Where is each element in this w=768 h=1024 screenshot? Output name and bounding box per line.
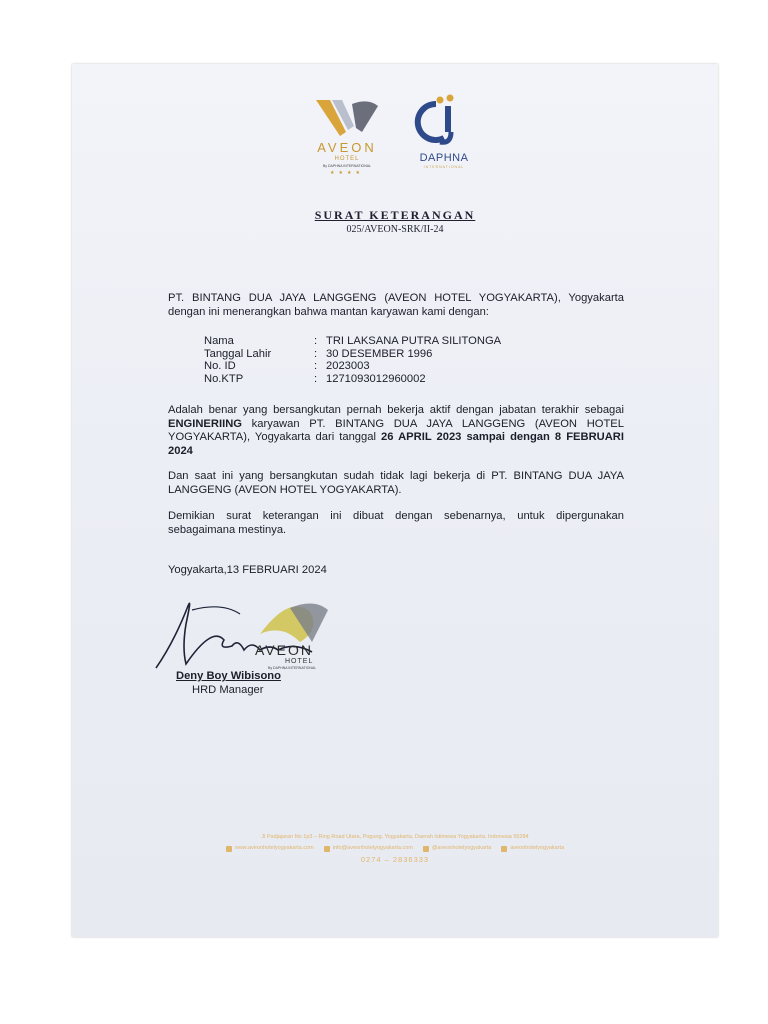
daphna-logo-mark bbox=[414, 92, 472, 150]
signer-name: Deny Boy Wibisono bbox=[176, 670, 281, 682]
letter-footer bbox=[72, 832, 718, 865]
aveon-logo-text: AVEON bbox=[317, 140, 377, 155]
signer-role: HRD Manager bbox=[192, 684, 264, 696]
document-number: 025/AVEON-SRK/II-24 bbox=[346, 224, 444, 235]
field-separator: : bbox=[314, 360, 318, 373]
mail-icon bbox=[324, 846, 330, 852]
field-value: 1271093012960002 bbox=[326, 372, 426, 385]
field-row-birthdate bbox=[204, 348, 501, 361]
aveon-logo-subtitle: HOTEL bbox=[334, 156, 360, 162]
daphna-logo-text: DAPHNA bbox=[419, 152, 469, 164]
footer-phone: 0274 – 2836333 bbox=[360, 855, 430, 864]
footer-address: Jl Padjajaran No 1p3 – Ring Road Utara, Pogung, Yogyakarta, Daerah Istimewa Yogyakarta, Indonesia 55284 bbox=[261, 834, 529, 840]
field-value: 30 DESEMBER 1996 bbox=[326, 347, 433, 360]
signature-and-stamp bbox=[152, 584, 392, 679]
footer-instagram: @aveonhotelyogyakarta bbox=[431, 845, 492, 851]
field-value: TRI LAKSANA PUTRA SILITONGA bbox=[326, 335, 502, 347]
document-heading bbox=[72, 208, 718, 235]
instagram-icon bbox=[423, 846, 429, 852]
letterhead-logos bbox=[302, 92, 492, 192]
facebook-icon bbox=[501, 846, 507, 852]
status-paragraph: Dan saat ini yang bersangkutan sudah tidak lagi bekerja di PT. BINTANG DUA JAYA LANGGENG (AVEON HOTEL YOGYAKARTA). bbox=[168, 470, 624, 496]
footer-facebook: aveonhotelyogyakarta bbox=[510, 845, 565, 851]
stamp-tagline: By DAPHNA INTERNATIONAL bbox=[268, 666, 317, 670]
employment-period: 26 APRIL 2023 sampai dengan 8 FEBRUARI 2024 bbox=[168, 431, 624, 457]
aveon-logo-tagline: By DAPHNA INTERNATIONAL bbox=[322, 164, 372, 168]
daphna-logo-subtitle: INTERNATIONAL bbox=[423, 165, 465, 169]
letter-paper bbox=[72, 64, 718, 937]
employment-position: ENGINERIING bbox=[168, 417, 242, 430]
field-separator: : bbox=[314, 335, 318, 347]
employee-details bbox=[204, 335, 501, 385]
field-value: 2023003 bbox=[326, 360, 370, 373]
aveon-logo-mark bbox=[312, 96, 382, 138]
field-row-id bbox=[204, 360, 501, 373]
footer-contacts bbox=[72, 843, 718, 854]
footer-website: www.aveonhotelyogyakarta.com bbox=[234, 845, 314, 851]
employment-text-1: Adalah benar yang bersangkutan pernah bekerja aktif dengan jabatan terakhir sebagai bbox=[168, 404, 624, 416]
stamp-text: AVEON bbox=[255, 642, 313, 658]
field-row-name bbox=[204, 335, 501, 348]
stamp-subtitle: HOTEL bbox=[285, 658, 314, 665]
opening-paragraph: PT. BINTANG DUA JAYA LANGGENG (AVEON HOTEL YOGYAKARTA), Yogyakarta dengan ini menerangkan bahwa mantan karyawan kami dengan: bbox=[168, 292, 624, 318]
closing-paragraph: Demikian surat keterangan ini dibuat dengan sebenarnya, untuk dipergunakan sebagaimana mestinya. bbox=[168, 510, 624, 536]
globe-icon bbox=[226, 846, 232, 852]
employment-paragraph bbox=[168, 404, 624, 458]
field-label: Nama bbox=[204, 335, 234, 347]
field-separator: : bbox=[314, 372, 318, 385]
employment-text-2: karyawan PT. BINTANG DUA JAYA LANGGENG (AVEON HOTEL YOGYAKARTA), Yogyakarta dari tanggal bbox=[168, 417, 624, 443]
field-label: No. ID bbox=[204, 360, 236, 373]
field-label: No.KTP bbox=[204, 372, 244, 385]
place-and-date: Yogyakarta,13 FEBRUARI 2024 bbox=[168, 564, 327, 576]
field-row-ktp bbox=[204, 373, 501, 386]
field-label: Tanggal Lahir bbox=[204, 347, 272, 360]
document-title: SURAT KETERANGAN bbox=[314, 208, 476, 222]
field-separator: : bbox=[314, 347, 318, 360]
aveon-logo-stars: ★★★★ bbox=[330, 170, 364, 176]
footer-email: info@aveonhotelyogyakarta.com bbox=[332, 845, 413, 851]
